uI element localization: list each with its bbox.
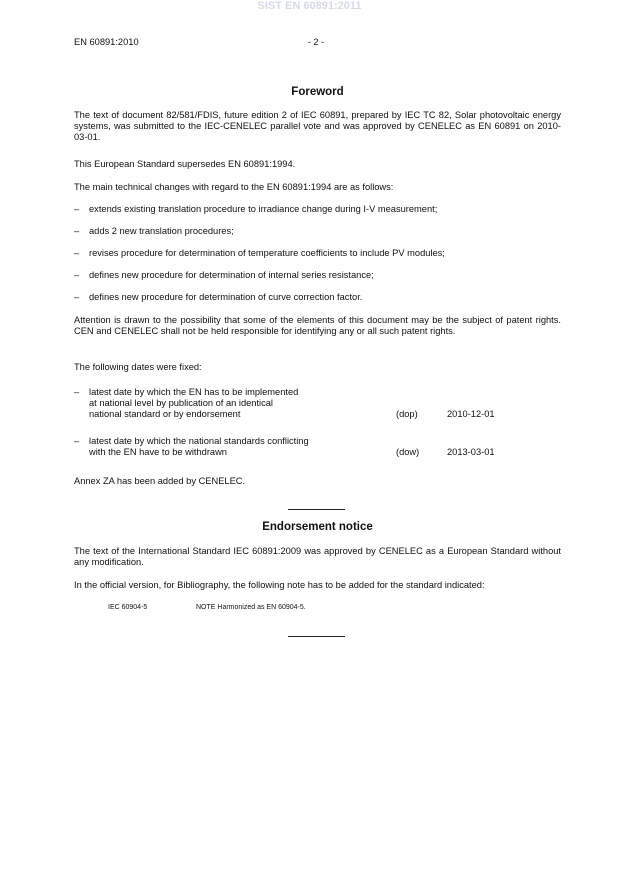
section-divider-end: [288, 636, 345, 637]
date-entry-dow: [74, 436, 561, 460]
list-dash: –: [74, 387, 80, 397]
watermark: SIST EN 60891:2011: [257, 0, 362, 12]
foreword-paragraph-2: This European Standard supersedes EN 60891:1994.: [74, 159, 296, 169]
date-entry-dop: [74, 387, 561, 422]
change-text: defines new procedure for determination of internal series resistance;: [89, 270, 374, 280]
date-code: (dow): [396, 447, 420, 457]
list-dash: –: [74, 292, 80, 302]
list-dash: –: [74, 248, 80, 258]
header-doc-id: EN 60891:2010: [74, 37, 139, 47]
bibliography-ref-standard: IEC 60904-5: [108, 604, 148, 611]
foreword-paragraph-1: The text of document 82/581/FDIS, future edition 2 of IEC 60891, prepared by IEC TC 82, Solar photovoltaic energy systems, was submitted to the IEC-CENELEC parallel vote and was approved by CENELEC as EN 60891 on 2010-03-01.: [74, 110, 561, 142]
list-dash: –: [74, 204, 80, 214]
endorsement-paragraph-1: The text of the International Standard IEC 60891:2009 was approved by CENELEC as a European Standard without any modification.: [74, 546, 561, 567]
date-entry-text: [89, 387, 369, 420]
section-divider: [288, 509, 345, 510]
endorsement-title: Endorsement notice: [262, 521, 373, 533]
date-entry-line: national standard or by endorsement: [89, 409, 241, 419]
annex-note: Annex ZA has been added by CENELEC.: [74, 476, 246, 486]
list-dash: –: [74, 436, 80, 446]
date-entry-line: latest date by which the EN has to be implemented: [89, 387, 299, 397]
date-value: 2010-12-01: [447, 409, 495, 419]
attention-paragraph: Attention is drawn to the possibility that some of the elements of this document may be the subject of patent rights. CEN and CENELEC shall not be held responsible for identifying any or all such patent rights.: [74, 315, 561, 336]
date-entry-line: latest date by which the national standards conflicting: [89, 436, 309, 446]
change-text: defines new procedure for determination of curve correction factor.: [89, 292, 363, 302]
list-dash: –: [74, 226, 80, 236]
list-dash: –: [74, 270, 80, 280]
change-text: adds 2 new translation procedures;: [89, 226, 234, 236]
date-entry-line: with the EN have to be withdrawn: [89, 447, 227, 457]
foreword-title: Foreword: [291, 86, 344, 98]
bibliography-ref-note: NOTE Harmonized as EN 60904-5.: [196, 604, 306, 611]
dates-intro: The following dates were fixed:: [74, 362, 202, 372]
date-value: 2013-03-01: [447, 447, 495, 457]
date-entry-text: [89, 436, 369, 458]
date-code: (dop): [396, 409, 418, 419]
change-text: revises procedure for determination of temperature coefficients to include PV modules;: [89, 248, 445, 258]
header-page-number: - 2 -: [307, 37, 325, 47]
endorsement-paragraph-2: In the official version, for Bibliography, the following note has to be added for the standard indicated:: [74, 580, 485, 590]
foreword-paragraph-3: The main technical changes with regard to the EN 60891:1994 are as follows:: [74, 182, 394, 192]
date-entry-line: at national level by publication of an identical: [89, 398, 273, 408]
change-text: extends existing translation procedure to irradiance change during I-V measurement;: [89, 204, 438, 214]
